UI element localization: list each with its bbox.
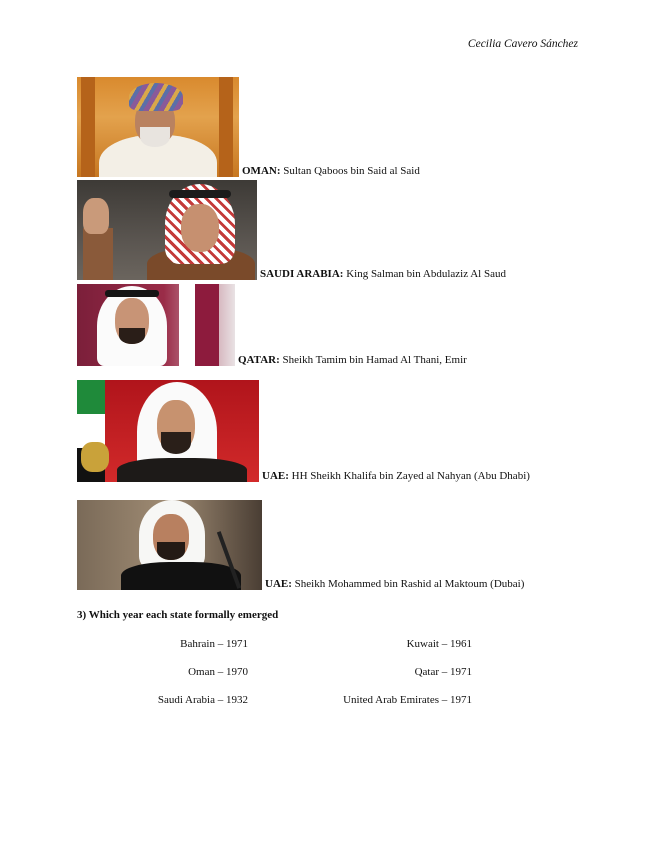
section-title: 3) Which year each state formally emerged: [77, 609, 279, 621]
header-author: Cecilia Cavero Sánchez: [467, 38, 578, 50]
leader-name: HH Sheikh Khalifa bin Zayed al Nahyan (Abu Dhabi): [288, 470, 530, 482]
leader-entry-qatar: [77, 284, 467, 366]
photo-sheikh-tamim: [77, 284, 235, 366]
leader-caption: [235, 354, 467, 367]
leader-entry-saudi-arabia: [77, 180, 506, 280]
leader-name: King Salman bin Abdulaziz Al Saud: [343, 268, 506, 280]
leader-entry-oman: [77, 77, 420, 177]
leader-entry-uae-abu-dhabi: [77, 380, 530, 482]
leader-entry-uae-dubai: [77, 500, 524, 590]
country-label: OMAN:: [242, 165, 281, 177]
country-label: QATAR:: [238, 354, 280, 366]
year-item: Kuwait – 1961: [406, 638, 472, 650]
year-item: Bahrain – 1971: [180, 638, 248, 650]
year-item: Saudi Arabia – 1932: [157, 694, 248, 706]
country-label: SAUDI ARABIA:: [260, 268, 344, 280]
country-label: UAE:: [262, 470, 289, 482]
year-item: Oman – 1970: [188, 666, 248, 678]
leader-caption: [262, 578, 524, 591]
leader-caption: [259, 470, 530, 483]
photo-king-salman: [77, 180, 257, 280]
photo-sultan-qaboos: [77, 77, 239, 177]
leader-caption: [239, 165, 420, 178]
leader-name: Sultan Qaboos bin Said al Said: [280, 165, 420, 177]
year-item: Qatar – 1971: [414, 666, 472, 678]
leader-caption: [257, 268, 506, 281]
photo-sheikh-khalifa: [77, 380, 259, 482]
photo-sheikh-mohammed: [77, 500, 262, 590]
country-label: UAE:: [265, 578, 292, 590]
leader-name: Sheikh Tamim bin Hamad Al Thani, Emir: [279, 354, 467, 366]
year-item: United Arab Emirates – 1971: [343, 694, 472, 706]
leader-name: Sheikh Mohammed bin Rashid al Maktoum (Dubai): [291, 578, 525, 590]
